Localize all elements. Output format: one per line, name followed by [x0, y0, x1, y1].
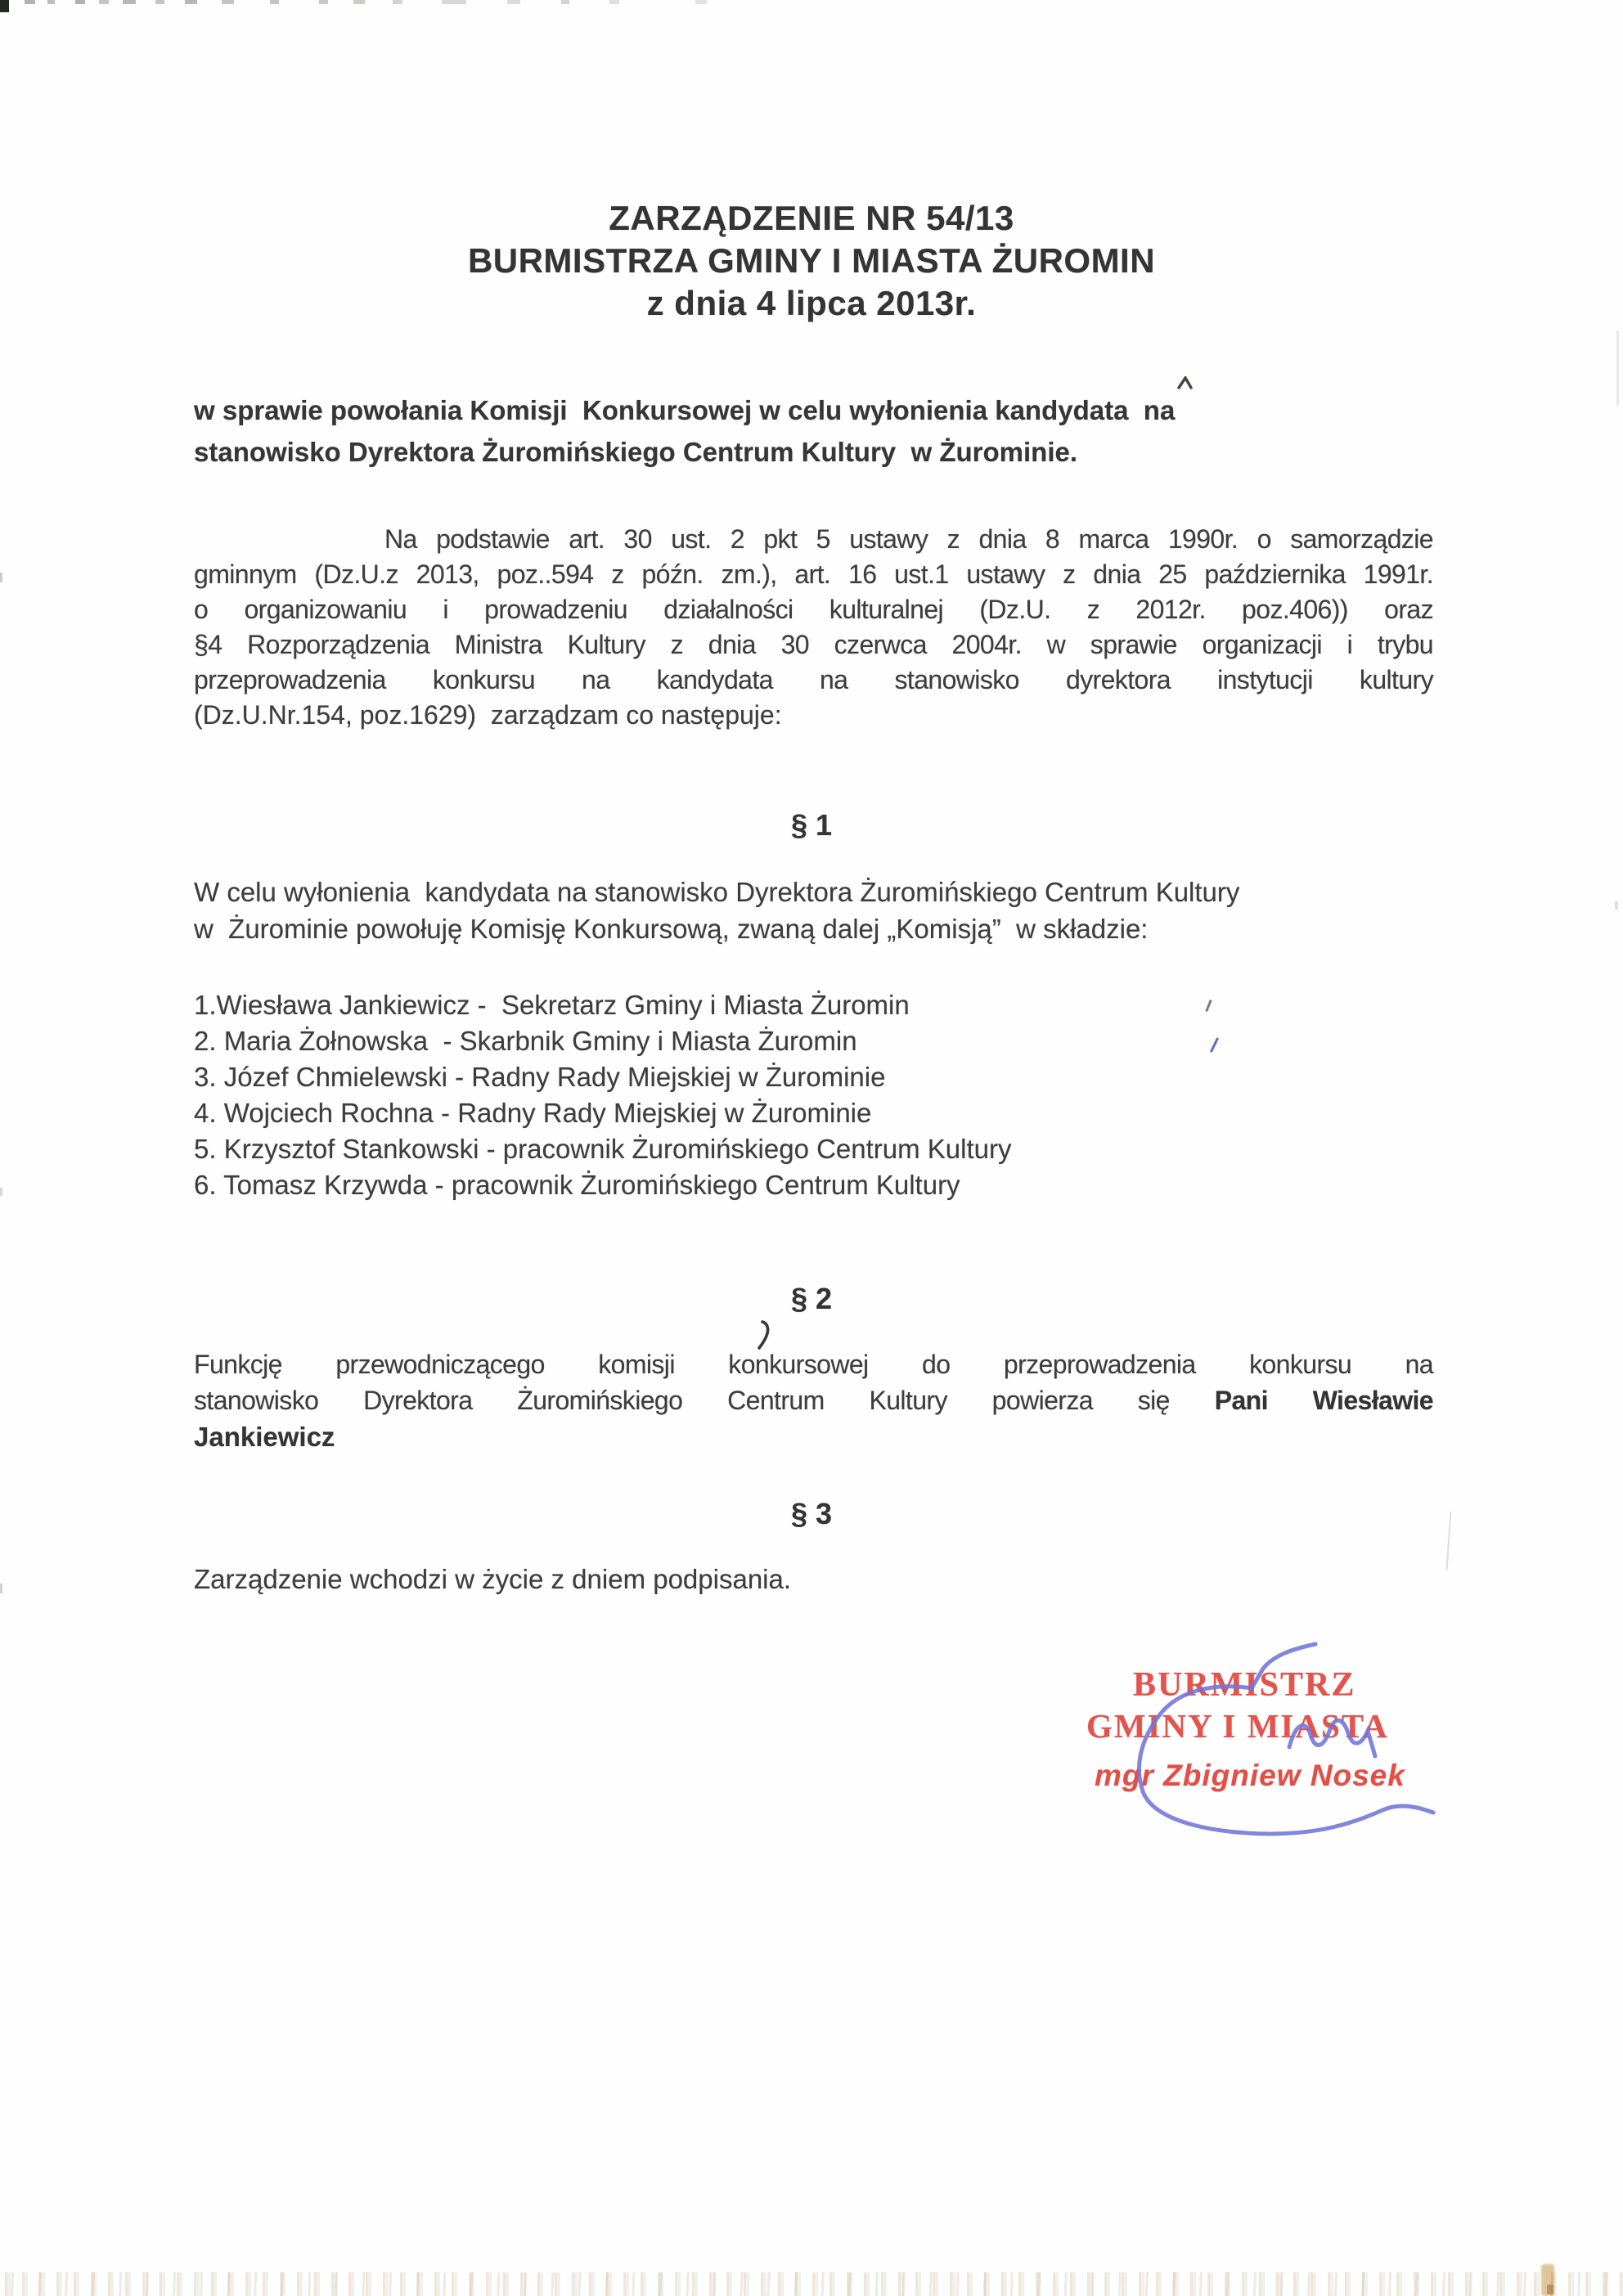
scan-artifact-edge-speck	[0, 1584, 2, 1593]
scan-artifact-top-dash	[75, 0, 85, 4]
document-title-line-1: ZARZĄDZENIE NR 54/13	[609, 199, 1014, 237]
section-2-line-3: Jankiewicz	[194, 1422, 335, 1452]
scan-artifact-margin-streak	[1616, 330, 1619, 406]
scan-artifact-corner-block	[0, 0, 9, 12]
scan-artifact-margin-streak	[1615, 901, 1618, 910]
scan-artifact-bottom-noise	[0, 2272, 1623, 2296]
scan-artifact-tan-speck	[1547, 2285, 1553, 2294]
scan-artifact-top-dash	[507, 0, 520, 4]
section-3-heading: § 3	[790, 1497, 833, 1530]
scan-artifact-top-dash	[442, 0, 466, 4]
section-1-line-2: w Żurominie powołuję Komisję Konkursową, zwaną dalej „Komisją” w składzie:	[194, 914, 1149, 944]
committee-member-4: 4. Wojciech Rochna - Radny Rady Miejskiej w Żurominie	[194, 1098, 872, 1128]
legal-basis-line-1: Na podstawie art. 30 ust. 2 pkt 5 ustawy z dnia 8 marca 1990r. o samorządzie	[384, 524, 1433, 554]
scan-artifact-top-dash	[123, 0, 136, 4]
committee-member-6: 6. Tomasz Krzywda - pracownik Żuromińskiego Centrum Kultury	[194, 1170, 960, 1200]
section-2-line-2-normal: stanowisko Dyrektora Żuromińskiego Centrum Kultury powierza się	[194, 1386, 1170, 1415]
scan-artifact-top-dash	[25, 0, 35, 4]
legal-basis-line-4: §4 Rozporządzenia Ministra Kultury z dnia 30 czerwca 2004r. w sprawie organizacji i trybu	[194, 630, 1433, 659]
document-date-line: z dnia 4 lipca 2013r.	[646, 284, 977, 322]
legal-basis-line-6: (Dz.U.Nr.154, poz.1629) zarządzam co następuje:	[194, 700, 782, 730]
scan-artifact-top-dash	[561, 0, 569, 4]
scan-artifact-top-dash	[353, 0, 365, 4]
committee-member-5: 5. Krzysztof Stankowski - pracownik Żuromińskiego Centrum Kultury	[194, 1134, 1012, 1164]
section-2-heading: § 2	[790, 1282, 833, 1315]
scan-artifact-top-dash	[99, 0, 109, 4]
scan-artifact-edge-speck	[0, 1188, 2, 1196]
subject-line-1: w sprawie powołania Komisji Konkursowej w celu wyłonienia kandydata na	[194, 395, 1176, 425]
scan-artifact-top-dash	[319, 0, 328, 4]
scan-artifact-edge-speck	[0, 573, 2, 582]
section-2-line-2	[194, 1386, 1433, 1416]
scan-artifact-top-dash	[185, 0, 197, 4]
scan-artifact-caret-mark	[1176, 376, 1194, 389]
committee-member-3: 3. Józef Chmielewski - Radny Rady Miejskiej w Żurominie	[194, 1062, 886, 1092]
section-1-line-1: W celu wyłonienia kandydata na stanowisko Dyrektora Żuromińskiego Centrum Kultury	[194, 877, 1240, 907]
scan-artifact-top-dash	[47, 0, 55, 4]
document-title-line-2: BURMISTRZA GMINY I MIASTA ŻUROMIN	[467, 241, 1156, 280]
legal-basis-line-3: o organizowaniu i prowadzeniu działalności kulturalnej (Dz.U. z 2012r. poz.406)) oraz	[194, 595, 1433, 624]
section-1-heading: § 1	[790, 808, 833, 842]
mayor-stamp-subtitle: GMINY I MIASTA	[1086, 1707, 1389, 1745]
subject-line-2: stanowisko Dyrektora Żuromińskiego Centrum Kultury w Żurominie.	[194, 437, 1078, 467]
committee-member-2: 2. Maria Żołnowska - Skarbnik Gminy i Miasta Żuromin	[194, 1026, 857, 1056]
mayor-stamp-title: BURMISTRZ	[1133, 1666, 1356, 1704]
section-2-line-2-bold: Pani Wiesławie	[1214, 1386, 1433, 1415]
scan-artifact-top-dash	[270, 0, 279, 4]
section-3-line-1: Zarządzenie wchodzi w życie z dniem podpisania.	[194, 1564, 792, 1594]
scan-artifact-top-dash	[609, 0, 619, 4]
section-2-line-1: Funkcję przewodniczącego komisji konkursowej do przeprowadzenia konkursu na	[194, 1350, 1433, 1379]
legal-basis-line-5: przeprowadzenia konkursu na kandydata na stanowisko dyrektora instytucji kultury	[194, 665, 1433, 694]
scan-artifact-top-dash	[155, 0, 164, 4]
scan-artifact-top-dash	[222, 0, 234, 4]
scan-artifact-top-dash	[393, 0, 402, 4]
scan-artifact-comma-mark	[758, 1320, 772, 1350]
scan-artifact-top-dash	[695, 0, 707, 4]
committee-member-1: 1.Wiesława Jankiewicz - Sekretarz Gminy i Miasta Żuromin	[194, 990, 910, 1020]
mayor-stamp-signer-name: mgr Zbigniew Nosek	[1095, 1759, 1405, 1792]
legal-basis-line-2: gminnym (Dz.U.z 2013, poz..594 z późn. zm.), art. 16 ust.1 ustawy z dnia 25 października 1991r.	[194, 559, 1433, 589]
